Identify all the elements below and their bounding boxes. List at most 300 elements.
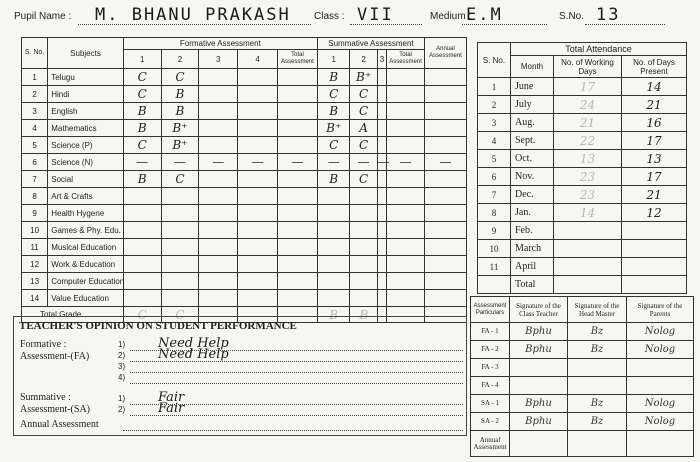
- grade-fat: [278, 86, 318, 103]
- marks-row: [22, 69, 467, 86]
- grade-fa3: [199, 86, 238, 103]
- class-label: Class :: [314, 11, 345, 22]
- att-month: July: [511, 96, 554, 114]
- grade-fat: [278, 103, 318, 120]
- grade-fa2: [161, 290, 199, 307]
- grade-fa4: [238, 290, 278, 307]
- sig-particular: FA - 3: [471, 359, 510, 377]
- att-sno: 3: [478, 114, 511, 132]
- att-days-present: 21: [622, 96, 687, 114]
- grade-sa1: —: [317, 154, 350, 171]
- total-grade-label: Total Grade: [22, 307, 124, 323]
- sig-particular: Annual Assessment: [471, 431, 510, 457]
- grade-fa1: B: [123, 103, 161, 120]
- marks-row: [22, 137, 467, 154]
- sig-head: Bz: [568, 395, 627, 413]
- header-sa-3: 3: [377, 50, 386, 69]
- opinion-line-text: Need Help: [158, 336, 229, 351]
- attendance-row: [478, 96, 687, 114]
- signature-row: [471, 341, 694, 359]
- sig-parent: Nolog: [627, 341, 694, 359]
- grade-sa2: [350, 222, 377, 239]
- grade-sa2: [350, 290, 377, 307]
- row-sno: 8: [22, 188, 48, 205]
- signature-row: [471, 431, 694, 457]
- grade-fa1: [123, 239, 161, 256]
- grade-sat: [387, 188, 425, 205]
- sig-particular: FA - 2: [471, 341, 510, 359]
- grade-sa3: [377, 188, 386, 205]
- marks-row: [22, 256, 467, 273]
- grade-fa3: —: [199, 154, 238, 171]
- sig-parent: Nolog: [627, 395, 694, 413]
- grade-ann: [424, 239, 466, 256]
- header-sa-total: Total Assessment: [387, 50, 425, 69]
- opinion-line-number: 1): [118, 394, 126, 403]
- row-subject: Science (P): [48, 137, 124, 154]
- att-sno: 5: [478, 150, 511, 168]
- header-fa-1: 1: [123, 50, 161, 69]
- grade-fa1: [123, 188, 161, 205]
- grade-fa4: [238, 69, 278, 86]
- sig-teacher: [510, 359, 568, 377]
- grade-fa4: [238, 256, 278, 273]
- grade-sa3: [377, 222, 386, 239]
- signature-row: [471, 323, 694, 341]
- sig-head: [568, 359, 627, 377]
- att-working-days: 21: [554, 114, 622, 132]
- grade-fa2: [161, 188, 199, 205]
- signature-row: [471, 377, 694, 395]
- sig-parent: Nolog: [627, 323, 694, 341]
- grade-sa2: —: [350, 154, 377, 171]
- grade-sa3: [377, 256, 386, 273]
- att-header-month: Month: [511, 56, 554, 78]
- grade-sa2: C: [350, 171, 377, 188]
- grade-ann: [424, 86, 466, 103]
- marks-row: [22, 171, 467, 188]
- attendance-row: [478, 78, 687, 96]
- row-sno: 10: [22, 222, 48, 239]
- signatures-table: [470, 296, 694, 457]
- grade-fa2: C: [161, 69, 199, 86]
- grade-fa1: C: [123, 86, 161, 103]
- sig-head: [568, 431, 627, 457]
- attendance-row: [478, 114, 687, 132]
- att-working-days: [554, 240, 622, 258]
- grade-sat: [387, 273, 425, 290]
- sig-parent: Nolog: [627, 413, 694, 431]
- sig-teacher: [510, 431, 568, 457]
- grade-sa3: [377, 239, 386, 256]
- grade-fat: [278, 222, 318, 239]
- marks-row: [22, 188, 467, 205]
- grade-sat: [387, 120, 425, 137]
- grade-fat: [278, 69, 318, 86]
- grade-sa3: [377, 69, 386, 86]
- sig-header-teacher: Signature of the Class Teacher: [510, 297, 568, 323]
- grade-sa1: B: [317, 171, 350, 188]
- opinion-line-number: 2): [118, 405, 126, 414]
- grade-fat: [278, 273, 318, 290]
- grade-fa3: [199, 239, 238, 256]
- grade-sa1: C: [317, 86, 350, 103]
- attendance-row: [478, 258, 687, 276]
- grade-sa3: [377, 120, 386, 137]
- annual-assessment-label: Annual Assessment: [20, 419, 99, 430]
- total-grade-fa1: C: [123, 307, 161, 323]
- grade-sat: [387, 290, 425, 307]
- grade-fa4: [238, 273, 278, 290]
- header-sa-1: 1: [317, 50, 350, 69]
- grade-sa1: C: [317, 137, 350, 154]
- att-sno: 4: [478, 132, 511, 150]
- grade-fa2: [161, 222, 199, 239]
- att-days-present: 16: [622, 114, 687, 132]
- grade-sa1: [317, 273, 350, 290]
- row-subject: Musical Education: [48, 239, 124, 256]
- grade-fa3: [199, 69, 238, 86]
- grade-sa3: [377, 205, 386, 222]
- grade-sa2: [350, 188, 377, 205]
- grade-fa3: [199, 188, 238, 205]
- row-sno: 2: [22, 86, 48, 103]
- att-total-label: Total: [511, 276, 554, 294]
- grade-sa2: C: [350, 86, 377, 103]
- sig-teacher: Bphu: [510, 413, 568, 431]
- grade-ann: [424, 222, 466, 239]
- grade-fa2: B⁺: [161, 137, 199, 154]
- sig-head: Bz: [568, 323, 627, 341]
- att-sno: 6: [478, 168, 511, 186]
- grade-sat: [387, 86, 425, 103]
- signature-row: [471, 413, 694, 431]
- grade-fa1: B: [123, 120, 161, 137]
- row-sno: 5: [22, 137, 48, 154]
- sig-header-particulars: Assessment Particulars: [471, 297, 510, 323]
- grade-fa4: [238, 239, 278, 256]
- grade-sa1: [317, 188, 350, 205]
- grade-sa2: C: [350, 137, 377, 154]
- grade-fa2: [161, 273, 199, 290]
- att-days-present: [622, 240, 687, 258]
- attendance-row: [478, 132, 687, 150]
- row-subject: Work & Education: [48, 256, 124, 273]
- grade-fat: [278, 120, 318, 137]
- row-subject: Computer Education: [48, 273, 124, 290]
- att-month: Dec.: [511, 186, 554, 204]
- header-sa-2: 2: [350, 50, 377, 69]
- opinion-line-number: 1): [118, 340, 126, 349]
- grade-fa4: [238, 103, 278, 120]
- header-sno: S. No.: [22, 38, 48, 69]
- marks-row: [22, 205, 467, 222]
- grade-fa3: [199, 120, 238, 137]
- sig-teacher: Bphu: [510, 395, 568, 413]
- sig-parent: [627, 359, 694, 377]
- row-sno: 11: [22, 239, 48, 256]
- att-days-present: [622, 222, 687, 240]
- grade-sa3: [377, 103, 386, 120]
- grade-fat: [278, 205, 318, 222]
- marks-row: [22, 86, 467, 103]
- grade-fa1: B: [123, 171, 161, 188]
- signature-row: [471, 395, 694, 413]
- sno-label: S.No.: [559, 11, 585, 22]
- row-subject: Social: [48, 171, 124, 188]
- grade-fa4: [238, 188, 278, 205]
- att-month: Oct.: [511, 150, 554, 168]
- grade-sa1: [317, 222, 350, 239]
- grade-fa1: [123, 290, 161, 307]
- grade-fa3: [199, 205, 238, 222]
- grade-fat: [278, 290, 318, 307]
- total-grade-sa2: B: [350, 307, 377, 323]
- row-subject: Value Education: [48, 290, 124, 307]
- marks-row: [22, 154, 467, 171]
- grade-fa4: [238, 171, 278, 188]
- att-month: Feb.: [511, 222, 554, 240]
- header-fa-4: 4: [238, 50, 278, 69]
- marks-row: [22, 239, 467, 256]
- grade-fat: —: [278, 154, 318, 171]
- grade-fa3: [199, 171, 238, 188]
- grade-fa1: C: [123, 69, 161, 86]
- grade-ann: [424, 103, 466, 120]
- att-working-days: 23: [554, 186, 622, 204]
- row-subject: Telugu: [48, 69, 124, 86]
- sig-particular: SA - 2: [471, 413, 510, 431]
- grade-fat: [278, 137, 318, 154]
- marks-row: [22, 103, 467, 120]
- att-sno: 9: [478, 222, 511, 240]
- att-sno: 1: [478, 78, 511, 96]
- sig-particular: FA - 4: [471, 377, 510, 395]
- grade-ann: [424, 120, 466, 137]
- header-fa-3: 3: [199, 50, 238, 69]
- grade-sat: [387, 256, 425, 273]
- att-month: Sept.: [511, 132, 554, 150]
- grade-fa2: B⁺: [161, 120, 199, 137]
- header-subjects: Subjects: [48, 38, 124, 69]
- grade-fa4: —: [238, 154, 278, 171]
- grade-sat: [387, 205, 425, 222]
- grade-fat: [278, 239, 318, 256]
- row-subject: Health Hygene: [48, 205, 124, 222]
- grade-fa1: C: [123, 137, 161, 154]
- marks-row: [22, 290, 467, 307]
- grade-sa1: [317, 290, 350, 307]
- grade-fa1: [123, 256, 161, 273]
- header-fa-2: 2: [161, 50, 199, 69]
- row-sno: 1: [22, 69, 48, 86]
- header-fa-total: Total Assessment: [278, 50, 318, 69]
- opinion-line-text: Need Help: [158, 347, 229, 362]
- att-days-present: 21: [622, 186, 687, 204]
- signature-row: [471, 359, 694, 377]
- grade-fa1: —: [123, 154, 161, 171]
- grade-sa1: B⁺: [317, 120, 350, 137]
- grade-fa4: [238, 222, 278, 239]
- row-sno: 9: [22, 205, 48, 222]
- opinion-line-number: 4): [118, 373, 126, 382]
- att-month: March: [511, 240, 554, 258]
- sig-particular: SA - 1: [471, 395, 510, 413]
- grade-fa2: B: [161, 103, 199, 120]
- class-value: VII: [357, 5, 394, 25]
- grade-ann: [424, 188, 466, 205]
- att-month: Jan.: [511, 204, 554, 222]
- attendance-table: [477, 42, 687, 294]
- opinion-line-number: 3): [118, 362, 126, 371]
- grade-sa3: [377, 137, 386, 154]
- att-sno: 7: [478, 186, 511, 204]
- grade-ann: —: [424, 154, 466, 171]
- header-summative: Summative Assessment: [317, 38, 424, 50]
- medium-label: Medium :: [430, 11, 472, 22]
- row-subject: Hindi: [48, 86, 124, 103]
- formative-label: Formative : Assessment-(FA): [20, 339, 90, 362]
- grade-sa1: [317, 239, 350, 256]
- grade-ann: [424, 171, 466, 188]
- grade-sat: [387, 239, 425, 256]
- att-header-total: Total Attendance: [511, 43, 687, 56]
- opinion-line-text: Fair: [158, 390, 185, 405]
- marks-row: [22, 120, 467, 137]
- grade-ann: [424, 205, 466, 222]
- grade-sa3: —: [377, 155, 390, 169]
- opinion-line-text: Fair: [158, 401, 185, 416]
- grade-sa2: [350, 256, 377, 273]
- sno-value: 13: [596, 5, 621, 25]
- grade-ann: [424, 256, 466, 273]
- grade-fa4: [238, 137, 278, 154]
- att-header-sno: S. No.: [478, 43, 511, 78]
- grade-ann: [424, 273, 466, 290]
- row-sno: 6: [22, 154, 48, 171]
- sig-teacher: Bphu: [510, 341, 568, 359]
- pupil-name-label: Pupil Name :: [14, 11, 72, 22]
- grade-fa2: C: [161, 171, 199, 188]
- grade-fa3: [199, 222, 238, 239]
- row-sno: 4: [22, 120, 48, 137]
- att-days-present: 13: [622, 150, 687, 168]
- opinion-box: [13, 316, 467, 436]
- grade-sa1: B: [317, 103, 350, 120]
- grade-sa2: [350, 205, 377, 222]
- grade-sa2: [350, 273, 377, 290]
- medium-value: E.M: [466, 5, 503, 25]
- grade-fa2: B: [161, 86, 199, 103]
- att-days-present: [622, 258, 687, 276]
- grade-fa3: [199, 290, 238, 307]
- attendance-row: [478, 222, 687, 240]
- att-month: April: [511, 258, 554, 276]
- grade-fa4: [238, 120, 278, 137]
- grade-ann: [424, 69, 466, 86]
- grade-sa1: [317, 205, 350, 222]
- grade-sat: [387, 103, 425, 120]
- grade-sa2: [350, 239, 377, 256]
- grade-fa2: [161, 205, 199, 222]
- grade-fa4: [238, 86, 278, 103]
- grade-ann: [424, 137, 466, 154]
- marks-row: [22, 222, 467, 239]
- grade-sa3: [377, 290, 386, 307]
- sig-parent: [627, 431, 694, 457]
- row-sno: 13: [22, 273, 48, 290]
- att-working-days: [554, 258, 622, 276]
- grade-fa3: [199, 273, 238, 290]
- grade-fa1: [123, 222, 161, 239]
- header-annual: Annual Assessment: [424, 38, 466, 69]
- att-header-working: No. of Working Days: [554, 56, 622, 78]
- grade-ann: [424, 290, 466, 307]
- row-sno: 3: [22, 103, 48, 120]
- att-working-days: [554, 222, 622, 240]
- row-sno: 7: [22, 171, 48, 188]
- grade-fa2: [161, 256, 199, 273]
- sig-teacher: [510, 377, 568, 395]
- row-subject: Games & Phy. Edu.: [48, 222, 124, 239]
- sig-particular: FA - 1: [471, 323, 510, 341]
- grade-sa2: A: [350, 120, 377, 137]
- att-working-days: 22: [554, 132, 622, 150]
- grade-sa2: B⁺: [350, 69, 377, 86]
- grade-sa3: [377, 86, 386, 103]
- grade-sa1: [317, 256, 350, 273]
- attendance-total-row: [478, 276, 687, 294]
- grade-sat: —: [387, 154, 425, 171]
- marks-table: [21, 37, 467, 323]
- total-grade-fa2: C: [161, 307, 199, 323]
- attendance-row: [478, 204, 687, 222]
- row-sno: 12: [22, 256, 48, 273]
- opinion-title: TEACHER'S OPINION ON STUDENT PERFORMANCE: [19, 320, 297, 332]
- total-grade-sa1: B: [317, 307, 350, 323]
- att-sno: 10: [478, 240, 511, 258]
- grade-fa3: [199, 103, 238, 120]
- sig-head: Bz: [568, 413, 627, 431]
- row-subject: English: [48, 103, 124, 120]
- grade-fat: [278, 256, 318, 273]
- grade-sa3: [377, 273, 386, 290]
- attendance-row: [478, 240, 687, 258]
- att-working-days: 24: [554, 96, 622, 114]
- grade-sat: [387, 222, 425, 239]
- att-month: Aug.: [511, 114, 554, 132]
- att-sno: 8: [478, 204, 511, 222]
- grade-fa3: [199, 256, 238, 273]
- row-subject: Science (N): [48, 154, 124, 171]
- att-sno: 11: [478, 258, 511, 276]
- grade-fa2: [161, 239, 199, 256]
- grade-sat: [387, 171, 425, 188]
- row-sno: 14: [22, 290, 48, 307]
- grade-fa1: [123, 273, 161, 290]
- grade-sat: [387, 69, 425, 86]
- att-days-present: 14: [622, 78, 687, 96]
- grade-sa3: [377, 171, 386, 188]
- attendance-row: [478, 150, 687, 168]
- summative-label: Summative : Assessment-(SA): [20, 392, 90, 415]
- grade-sat: [387, 137, 425, 154]
- att-month: Nov.: [511, 168, 554, 186]
- sig-header-parents: Signature of the Parents: [627, 297, 694, 323]
- grade-sa2: C: [350, 103, 377, 120]
- sig-header-head: Signature of the Head Master: [568, 297, 627, 323]
- opinion-line-number: 2): [118, 351, 126, 360]
